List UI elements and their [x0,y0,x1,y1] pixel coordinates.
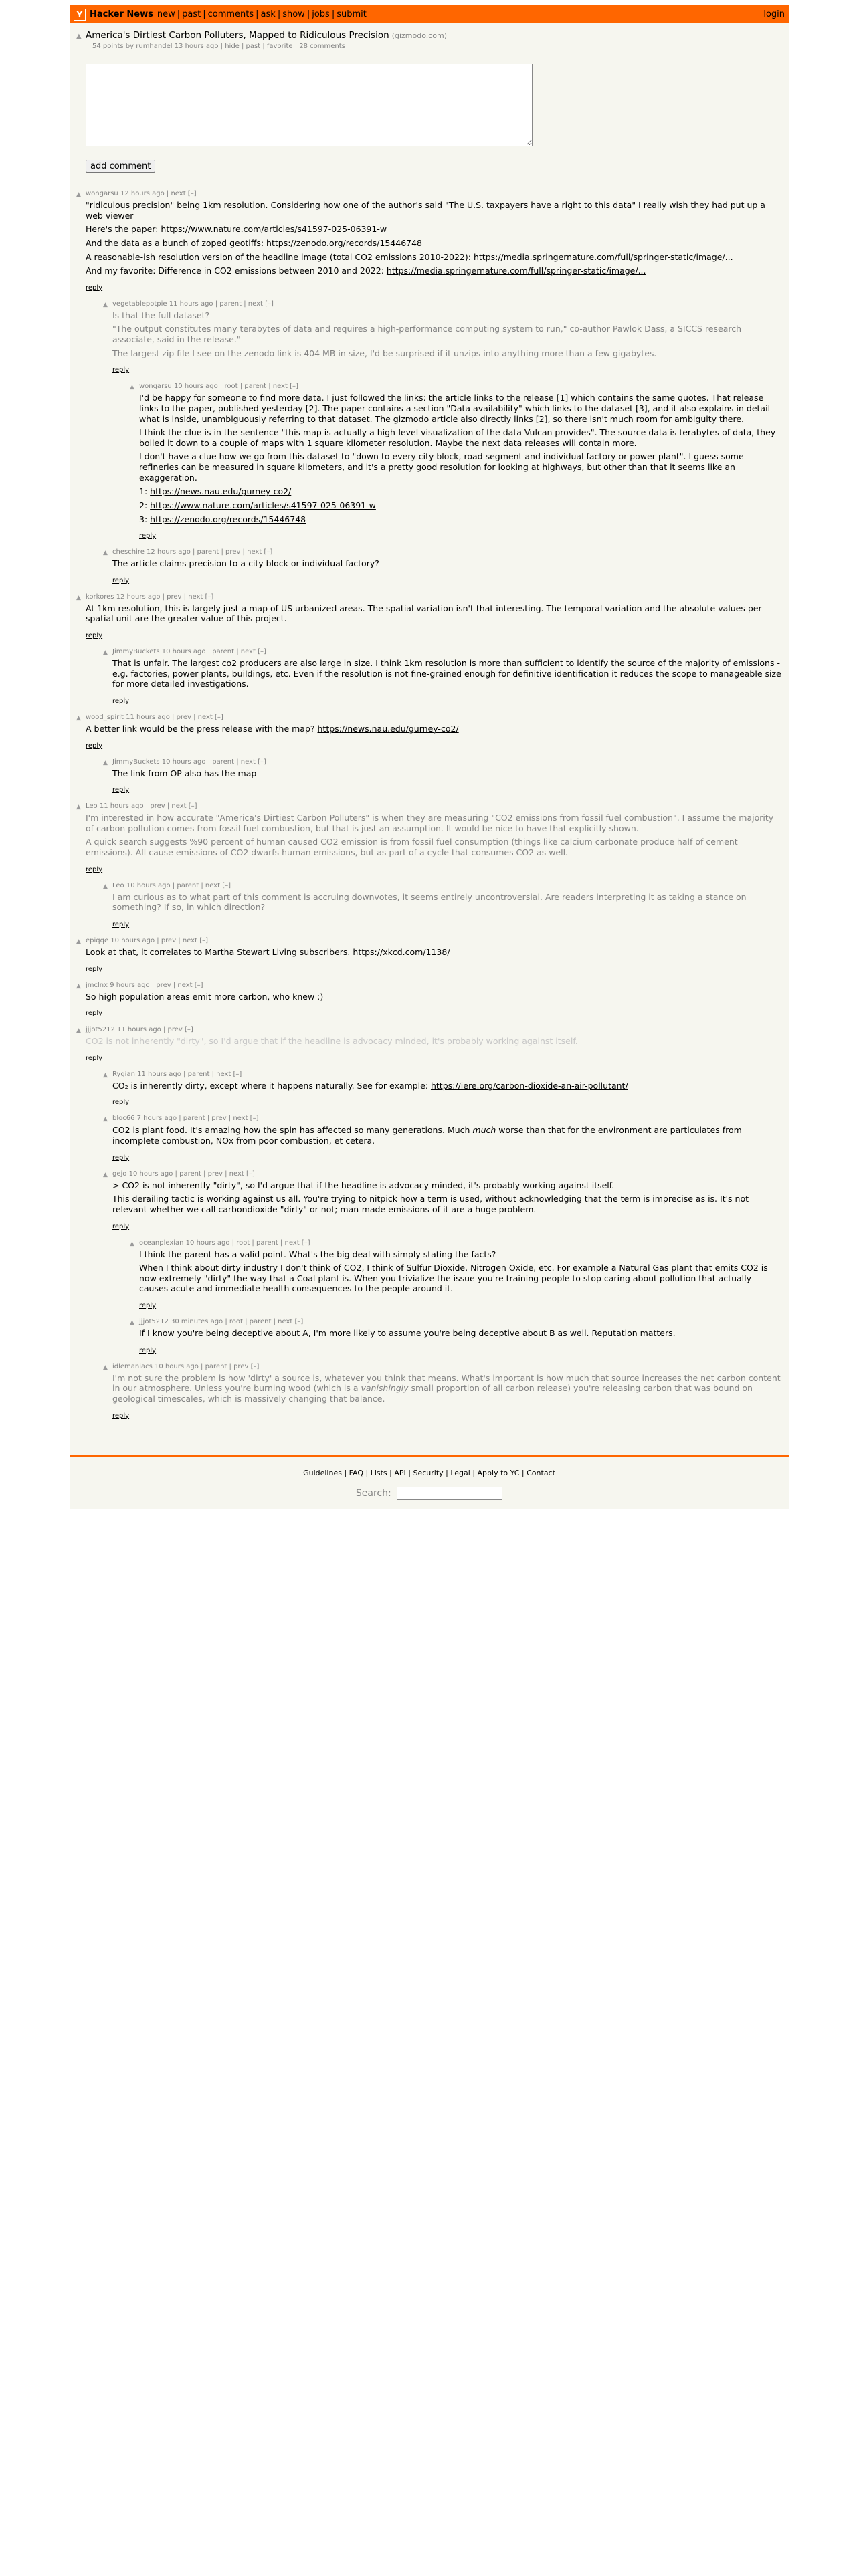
footer-separator: | [341,1468,349,1477]
comment-link[interactable]: https://www.nature.com/articles/s41597-025-06391-w [161,224,387,235]
comment-head[interactable]: wongarsu 10 hours ago | root | parent | next [–] [139,383,298,391]
footer-link[interactable]: Contact [527,1468,555,1477]
comment-text [112,1373,782,1404]
reply-link[interactable]: reply [86,865,103,873]
comment-head[interactable]: Leo 10 hours ago | parent | next [–] [112,881,231,889]
upvote-arrow-icon[interactable]: ▲ [76,594,81,601]
reply-link[interactable]: reply [112,1099,130,1107]
comment-link[interactable]: https://news.nau.edu/gurney-co2/ [150,486,292,497]
nav-link-jobs[interactable]: jobs [312,9,330,19]
footer-separator: | [519,1468,527,1477]
footer-separator: | [405,1468,413,1477]
emphasis-text: vanishingly [361,1383,409,1394]
comment-paragraph: CO2 is plant food. It's amazing how the spin has affected so many generations. Much much worse than that for the environment are particulates from incomplete combustion, NOx from poor combustion, et cetera. [112,1125,742,1146]
reply-link[interactable]: reply [86,1010,103,1018]
comment-paragraph: "The output constitutes many terabytes of data and requires a high-performance computing system to run," co-author Pawlok Dass, a SICCS research associate, said in the release." [112,324,742,344]
comment-paragraph: Here's the paper: https://www.nature.com/articles/s41597-025-06391-w [86,224,387,235]
comment-text [86,947,782,958]
reply-link[interactable]: reply [112,1412,130,1420]
comment [103,1115,789,1162]
footer [70,1455,789,1509]
site-brand[interactable]: Hacker News [90,9,153,19]
nav-separator: | [203,9,206,19]
comment-link[interactable]: https://zenodo.org/records/15446748 [266,237,422,248]
nav-separator: | [306,9,310,19]
footer-link[interactable]: Legal [450,1468,470,1477]
footer-separator: | [443,1468,451,1477]
comment-paragraph: The link from OP also has the map [112,768,257,778]
footer-link[interactable]: Lists [370,1468,387,1477]
story-site[interactable]: (gizmodo.com) [391,31,448,40]
reply-link[interactable]: reply [112,920,130,928]
comment [76,802,789,874]
comment-head[interactable]: jjjot5212 30 minutes ago | root | parent | next [–] [139,1318,304,1325]
comment-text [112,658,782,689]
comment-paragraph: And the data as a bunch of zoped geotiffs: https://zenodo.org/records/15446748 [86,237,422,248]
upvote-arrow-icon[interactable]: ▲ [76,1027,81,1035]
comment-paragraph: "ridiculous precision" being 1km resolution. Considering how one of the author's said "The U.S. taxpayers have a right to this data" I really wish they had put up a web viewer [86,200,765,221]
search-label: Search: [355,1487,391,1499]
comment-textarea[interactable] [86,64,533,146]
comment [103,300,789,375]
upvote-arrow-icon[interactable]: ▲ [130,1319,134,1326]
comment-text [86,1036,782,1047]
comment [103,548,789,585]
comment-form [86,64,789,173]
comment-paragraph: The article claims precision to a city block or individual factory? [112,558,379,569]
comment-paragraph: 1: https://news.nau.edu/gurney-co2/ [139,486,292,497]
nav-separator: | [277,9,281,19]
comment-link[interactable]: https://xkcd.com/1138/ [353,946,450,957]
upvote-arrow-icon[interactable]: ▲ [76,982,81,990]
nav-separator: | [256,9,259,19]
comment-text [139,1249,782,1295]
upvote-arrow-icon[interactable]: ▲ [130,384,134,391]
reply-link[interactable]: reply [112,786,130,794]
comment-text [112,892,782,913]
footer-link[interactable]: API [394,1468,406,1477]
reply-link[interactable]: reply [112,576,130,584]
y-logo-icon[interactable]: Y [74,9,86,21]
comment-head[interactable]: vegetablepotpie 11 hours ago | parent | next [–] [112,300,274,308]
footer-link[interactable]: Security [413,1468,444,1477]
footer-search [70,1487,789,1500]
comment [103,1170,789,1231]
comment-paragraph: I think the clue is in the sentence "this map is actually a high-level visualization of the data Vulcan provides". The source data is terabytes of data, they boiled it down to a couple of maps with 1 square kilometer resolution. Maybe the next data releases will contain more. [139,427,776,448]
comment-paragraph: > CO2 is not inherently "dirty", so I'd argue that if the headline is advocacy minded, it's probably working against itself. [112,1180,615,1190]
footer-link[interactable]: FAQ [349,1468,363,1477]
comment-head[interactable]: Leo 11 hours ago | prev | next [–] [86,802,197,811]
reply-link[interactable]: reply [112,366,130,374]
comment-text [112,310,782,359]
comment-paragraph: A quick search suggests %90 percent of human caused CO2 emission is from fossil fuel consumption (things like calcium carbonate produce half of cement emissions). All cause emissions of CO2 dwarfs human emissions, but as part of a cycle that consumes CO2 as well. [86,837,738,857]
upvote-arrow-icon[interactable]: ▲ [76,804,81,811]
footer-separator: | [387,1468,395,1477]
comment-text [139,393,782,524]
comment-paragraph: I'm interested in how accurate "America's Dirtiest Carbon Polluters" is when they are measuring "CO2 emissions from fossil fuel combustion". I assume the majority of carbon pollution comes from fossil fuel combustion, but that is just an assumption. It would be nice to have that explicitly shown. [86,813,774,833]
reply-link[interactable]: reply [86,284,103,292]
comment-paragraph: This derailing tactic is working against us all. You're trying to nitpick how a term is used, without acknowledging that the term is imprecise as is. It's not relevant whether we call carbondioxide "dirty" or not; man-made emissions of it are a huge problem. [112,1194,749,1214]
reply-link[interactable]: reply [86,632,103,639]
nav-link-submit[interactable]: submit [337,9,367,19]
upvote-arrow-icon[interactable]: ▲ [103,1171,108,1178]
comment-link[interactable]: https://media.springernature.com/full/springer-static/image/... [473,251,733,262]
upvote-arrow-icon[interactable]: ▲ [76,938,81,945]
comment-text [86,992,782,1002]
story-header [70,23,789,50]
comment-head[interactable]: bloc66 7 hours ago | parent | prev | next [–] [112,1115,259,1123]
comment-text [86,724,782,734]
upvote-arrow-icon[interactable]: ▲ [103,1071,108,1079]
comment [76,1026,789,1063]
comment-paragraph: The largest zip file I see on the zenodo link is 404 MB in size, I'd be surprised if it unzips into anything more than a few gigabytes. [112,348,657,358]
reply-link[interactable]: reply [112,697,130,705]
comment-paragraph: When I think about dirty industry I don't think of CO2, I think of Sulfur Dioxide, Nitrogen Oxide, etc. For example a Natural Gas plant that emits CO2 is now extremely "dirty" the way that a Coal plant is. When you trivialize the issue you're training people to stop caring about pollution that actually causes acute and immediate health consequences to the people around it. [139,1263,768,1294]
upvote-arrow-icon[interactable]: ▲ [103,1116,108,1123]
comment-paragraph: That is unfair. The largest co2 producers are also large in size. I think 1km resolution is more than sufficient to identify the source of the majority of emissions - e.g. factories, power plants, buildings, etc. Even if the resolution is not fine-grained enough for definitive identification it reduces the scope to manageable size for more detailed investigations. [112,658,781,689]
reply-link[interactable]: reply [86,1054,103,1062]
comment-text [139,1328,782,1339]
comment-paragraph: I'd be happy for someone to find more data. I just followed the links: the article links to the release [1] which contains the same quotes. That release links to the paper, published yesterday [2]. The paper contains a section "Data availability" which links to the dataset [3], and it also explains in detail what is inside, unambiguously referring to that dataset. The gizmodo article also directly links [2], so there isn't much room for ambiguity there. [139,393,771,424]
upvote-arrow-icon[interactable]: ▲ [76,714,81,722]
top-bar [70,5,789,23]
comment-paragraph: CO2 is not inherently "dirty", so I'd argue that if the headline is advocacy minded, it's probably working against itself. [86,1036,578,1047]
comment-text [86,200,782,276]
footer-link[interactable]: Apply to YC [477,1468,520,1477]
comment [103,1363,789,1420]
comment-paragraph: Is that the full dataset? [112,310,210,320]
comment [76,190,789,292]
comment [76,593,789,640]
reply-link[interactable]: reply [139,1346,157,1354]
comment-paragraph: A better link would be the press release with the map? https://news.nau.edu/gurney-co2/ [86,723,459,734]
upvote-arrow-icon[interactable]: ▲ [103,759,108,766]
main-nav [157,9,367,19]
emphasis-text: much [472,1125,496,1136]
footer-link[interactable]: Guidelines [303,1468,342,1477]
comment-link[interactable]: https://iere.org/carbon-dioxide-an-air-pollutant/ [430,1080,628,1091]
comment-text [86,603,782,624]
comment-head[interactable]: jjjot5212 11 hours ago | prev [–] [86,1026,193,1034]
upvote-arrow-icon[interactable]: ▲ [76,33,82,40]
comment-paragraph: So high population areas emit more carbon, who knew :) [86,991,324,1002]
comment [76,937,789,974]
comment-head[interactable]: oceanplexian 10 hours ago | root | parent | next [–] [139,1239,310,1247]
comment [76,982,789,1018]
comment-head[interactable]: korkores 12 hours ago | prev | next [–] [86,593,214,601]
reply-link[interactable]: reply [86,742,103,750]
comment-paragraph: I am curious as to what part of this comment is accruing downvotes, it seems entirely uncontroversial. Are readers interpreting it as taking a stance on something? If so, in which direction? [112,891,747,913]
nav-link-ask[interactable]: ask [260,9,276,19]
upvote-arrow-icon[interactable]: ▲ [103,883,108,890]
comment-head[interactable]: JimmyBuckets 10 hours ago | parent | next [–] [112,648,266,655]
comment [130,1239,789,1311]
story-subtext: 54 points by rumhandel 13 hours ago | hide | past | favorite | 28 comments [92,43,345,50]
comment-paragraph: 2: https://www.nature.com/articles/s41597-025-06391-w [139,500,376,510]
comment-text [112,1081,782,1091]
upvote-arrow-icon[interactable]: ▲ [103,649,108,656]
comment-paragraph: A reasonable-ish resolution version of the headline image (total CO2 emissions 2010-2022): https://media.springernature.com/full/springer-static/image/... [86,251,733,262]
nav-separator: | [177,9,181,19]
comment [76,714,789,750]
reply-link[interactable]: reply [139,532,157,540]
nav-link-past[interactable]: past [182,9,201,19]
comment-paragraph: At 1km resolution, this is largely just a map of US urbanized areas. The spatial variation isn't that interesting. The temporal variation and the absolute values per spatial unit are the greater value of this project. [86,603,762,624]
comment-head[interactable]: jmclnx 9 hours ago | prev | next [–] [86,981,203,989]
comment [103,758,789,795]
nav-separator: | [331,9,335,19]
comment-head[interactable]: Rygian 11 hours ago | parent | next [–] [112,1070,242,1078]
comment-paragraph: Look at that, it correlates to Martha Stewart Living subscribers. https://xkcd.com/1138/ [86,946,450,957]
comment-paragraph: I'm not sure the problem is how 'dirty' a source is, whatever you think that means. What's important is how much that source increases the net carbon content in our atmosphere. Unless you're burning wood (which is a vanishingly small proportion of all carbon release) you're releasing carbon that was bound on geological timescales, which is massively changing that balance. [112,1372,781,1404]
comment-text [112,1180,782,1215]
page-container [70,5,789,1509]
upvote-arrow-icon[interactable]: ▲ [103,1364,108,1371]
comment [130,383,789,540]
comment-tree [70,190,789,1455]
footer-links [70,1469,789,1477]
comment [130,1318,789,1355]
upvote-arrow-icon[interactable]: ▲ [76,191,81,198]
comment-head[interactable]: cheschire 12 hours ago | parent | prev | next [–] [112,548,273,556]
comment-link[interactable]: https://zenodo.org/records/15446748 [150,514,306,524]
comment-link[interactable]: https://www.nature.com/articles/s41597-025-06391-w [150,500,376,510]
comment-text [112,768,782,779]
comment-paragraph: If I know you're being deceptive about A, I'm more likely to assume you're being deceptive about B as well. Reputation matters. [139,1328,676,1338]
comment-paragraph: 3: https://zenodo.org/records/15446748 [139,514,306,524]
reply-link[interactable]: reply [112,1222,130,1230]
comment [103,1071,789,1107]
add-comment-button[interactable]: add comment [86,160,155,173]
upvote-arrow-icon[interactable]: ▲ [130,1240,134,1247]
nav-link-comments[interactable]: comments [207,9,254,19]
comment-paragraph: CO₂ is inherently dirty, except where it happens naturally. See for example: https://iere.org/carbon-dioxide-an-air-pollutant/ [112,1080,628,1091]
upvote-arrow-icon[interactable]: ▲ [103,550,108,557]
comment-head[interactable]: JimmyBuckets 10 hours ago | parent | next [–] [112,758,266,766]
comment-text [112,558,782,569]
comment-paragraph: I don't have a clue how we go from this dataset to "down to every city block, road segment and individual factory or power plant". I guess some refineries can be measured in square kilometers, and it's a pretty good resolution for looking at highways, but other than that it seems like an exaggeration. [139,451,744,483]
nav-link-new[interactable]: new [157,9,175,19]
comment-link[interactable]: https://media.springernature.com/full/springer-static/image/... [386,265,646,276]
comment-paragraph: And my favorite: Difference in CO2 emissions between 2010 and 2022: https://media.springernature.com/full/springer-static/image/... [86,265,646,276]
reply-link[interactable]: reply [112,1154,130,1162]
comment-head[interactable]: idlemaniacs 10 hours ago | parent | prev [–] [112,1362,260,1370]
footer-separator: | [363,1468,371,1477]
footer-separator: | [470,1468,478,1477]
comment [103,648,789,706]
story-title[interactable]: America's Dirtiest Carbon Polluters, Mapped to Ridiculous Precision [86,30,389,41]
comment [103,882,789,929]
reply-link[interactable]: reply [139,1302,157,1309]
reply-link[interactable]: reply [86,965,103,973]
comment-head[interactable]: gejo 10 hours ago | parent | prev | next [–] [112,1170,255,1178]
comment-text [112,1125,782,1146]
search-input[interactable] [397,1487,502,1500]
nav-link-show[interactable]: show [282,9,305,19]
comment-text [86,813,782,858]
upvote-arrow-icon[interactable]: ▲ [103,301,108,308]
comment-head[interactable]: wood_spirit 11 hours ago | prev | next [–] [86,713,223,721]
comment-link[interactable]: https://news.nau.edu/gurney-co2/ [317,723,459,734]
comment-head[interactable]: epiqqe 10 hours ago | prev | next [–] [86,936,208,944]
login-link[interactable]: login [763,9,785,19]
comment-head[interactable]: wongarsu 12 hours ago | next [–] [86,190,197,197]
comment-paragraph: I think the parent has a valid point. What's the big deal with simply stating the facts? [139,1249,496,1259]
